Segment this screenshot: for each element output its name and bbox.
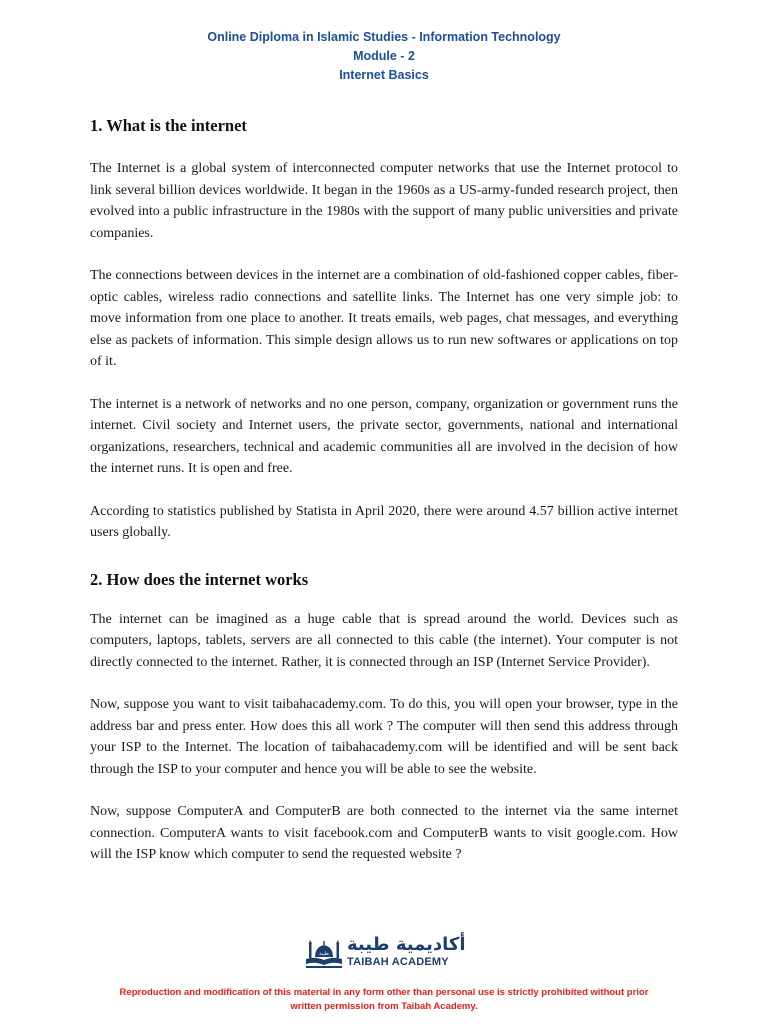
paragraph: According to statistics published by Statista in April 2020, there were around 4.57 billion active internet users globally.	[90, 503, 678, 540]
document-body	[90, 112, 678, 866]
copyright-notice	[80, 986, 688, 1014]
course-title: Online Diploma in Islamic Studies - Information Technology	[207, 30, 561, 44]
paragraph: The Internet is a global system of interconnected computer networks that use the Internet protocol to link several billion devices worldwide. It began in the 1960s as a US-army-funded research project, then evolved into a public infrastructure in the 1980s with the support of many public universities and private companies.	[90, 161, 678, 241]
paragraph: Now, suppose you want to visit taibahacademy.com. To do this, you will open your browser, type in the address bar and press enter. How does this all work ? The computer will then send this address through your ISP to the Internet. The location of taibahacademy.com will be identified and will be sent back through the ISP to your computer and hence you will be able to see the website.	[90, 697, 678, 777]
taibah-academy-logo	[305, 934, 465, 974]
paragraph: The internet can be imagined as a huge cable that is spread around the world. Devices such as computers, laptops, tablets, servers are all connected to this cable (the internet). Your computer is not directly connected to the internet. Rather, it is connected through an ISP (Internet Service Provider).	[90, 611, 678, 670]
section-heading-what-is-internet: 1. What is the internet	[90, 116, 247, 135]
paragraph: The internet is a network of networks and no one person, company, organization or government runs the internet. Civil society and Internet users, the private sector, governments, national and international organizations, researchers, technical and academic communities all are involved in the decision of how the internet runs. It is open and free.	[90, 396, 678, 476]
paragraph: Now, suppose ComputerA and ComputerB are both connected to the internet via the same internet connection. ComputerA wants to visit facebook.com and ComputerB wants to visit google.com. How will the ISP know which computer to send the requested website ?	[90, 804, 678, 862]
copyright-line-2: written permission from Taibah Academy.	[290, 1001, 478, 1012]
mosque-book-icon	[305, 940, 343, 970]
section-heading-how-internet-works: 2. How does the internet works	[90, 569, 309, 589]
page-header	[0, 28, 768, 85]
copyright-line-1: Reproduction and modification of this material in any form other than personal use is strictly prohibited without prior	[119, 987, 649, 998]
module-label: Module - 2	[353, 49, 415, 63]
paragraph: The connections between devices in the internet are a combination of old-fashioned copper cables, fiber-optic cables, wireless radio connections and satellite links. The Internet has one very simple job: to move information from one place to another. It treats emails, web pages, chat messages, and everything else as packets of information. This simple design allows us to run new softwares or applications on top of it.	[90, 268, 678, 369]
logo-arabic-text: أكاديمية طيبة	[347, 934, 466, 955]
logo-english-text: TAIBAH ACADEMY	[347, 956, 449, 968]
topic-title: Internet Basics	[339, 68, 429, 82]
svg-text:طيبة: طيبة	[319, 951, 329, 957]
